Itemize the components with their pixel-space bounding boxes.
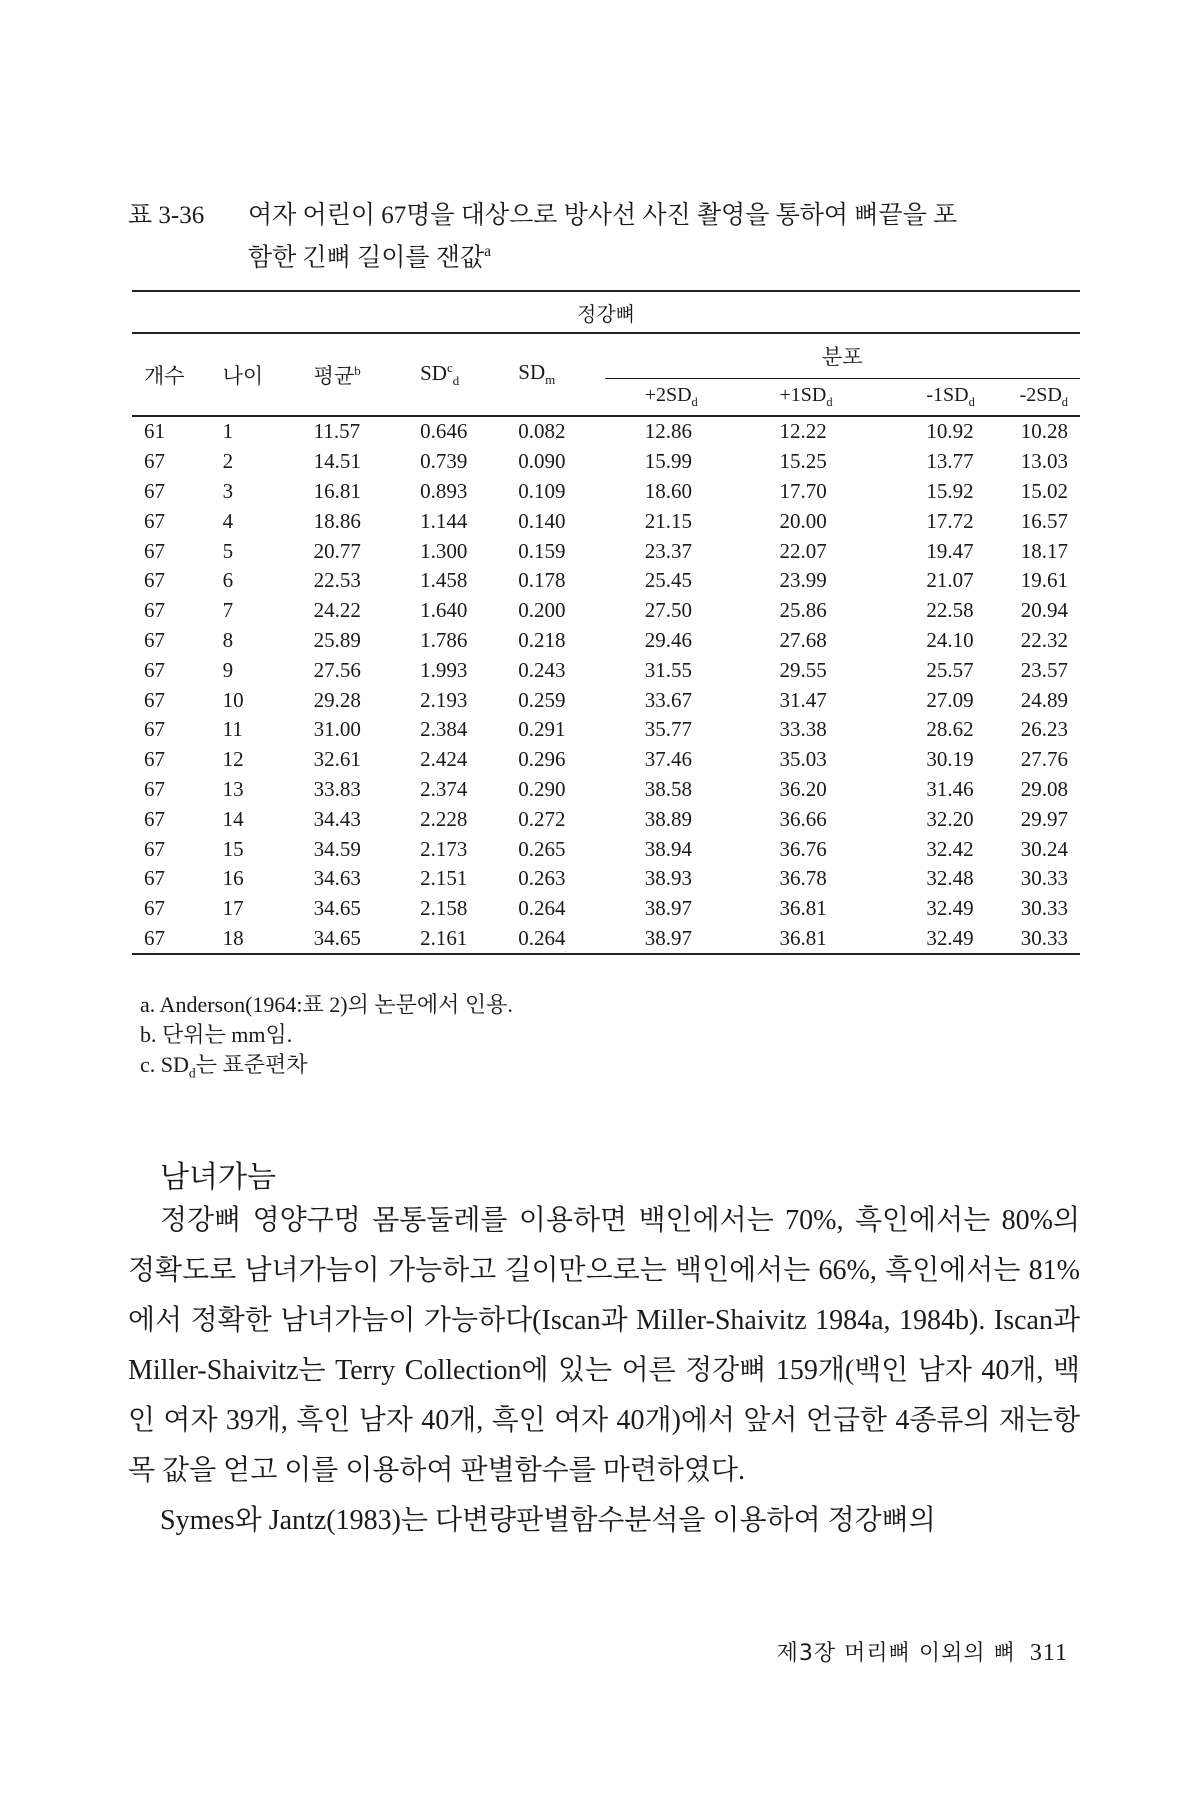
cell-minus2sd: 26.23 <box>1020 717 1068 742</box>
cell-minus1sd: 22.58 <box>926 598 974 623</box>
cell-minus2sd: 30.33 <box>1020 924 1080 955</box>
table-row <box>132 685 1080 715</box>
table-caption <box>128 198 1078 276</box>
cell-minus2sd: 20.94 <box>1020 598 1068 623</box>
cell-age: 13 <box>222 776 244 801</box>
cell-plus2sd: 23.37 <box>644 538 692 563</box>
cell-sdd: 2.424 <box>420 747 468 772</box>
cell-plus2sd: 37.46 <box>644 747 692 772</box>
cell-plus2sd: 21.15 <box>644 508 692 533</box>
cell-count: 67 <box>144 896 165 921</box>
cell-age: 5 <box>222 538 234 563</box>
cell-minus2sd: 13.03 <box>1020 449 1068 474</box>
cell-sdm: 0.259 <box>518 687 566 712</box>
table-row <box>132 626 1080 656</box>
cell-minus1sd: 32.49 <box>926 896 974 921</box>
body-text <box>128 1196 1080 1546</box>
cell-sdm: 0.178 <box>518 568 566 593</box>
cell-mean: 25.89 <box>313 627 361 652</box>
cell-mean: 27.56 <box>313 657 361 682</box>
cell-plus2sd: 12.86 <box>644 419 692 444</box>
cell-age: 16 <box>222 866 244 891</box>
cell-sdm: 0.090 <box>518 449 566 474</box>
cell-count: 67 <box>144 717 165 742</box>
page-number: 311 <box>1029 1640 1068 1666</box>
paragraph-1: 정강뼈 영양구멍 몸통둘레를 이용하면 백인에서는 70%, 흑인에서는 80%의 정확도로 남녀가늠이 가능하고 길이만으로는 백인에서는 66%, 흑인에서는 81%에서 정확한 남녀가늠이 가능하다(Iscan과 Miller-Shaivitz 1984a, 1984b). Iscan과 Miller-Shaivitz는 Terry Collection에 있는 어른 정강뼈 159개(백인 남자 40개, 백인 여자 39개, 흑인 남자 40개, 흑인 여자 40개)에서 앞서 언급한 4종류의 재는항목 값을 얻고 이를 이용하여 판별함수를 마련하였다. <box>128 1205 1080 1486</box>
table-row <box>132 775 1080 805</box>
cell-age: 6 <box>222 568 234 593</box>
cell-sdd: 2.193 <box>420 687 468 712</box>
table-row <box>132 924 1080 955</box>
cell-minus1sd: 25.57 <box>926 657 974 682</box>
cell-count: 67 <box>144 657 165 682</box>
cell-sdm: 0.290 <box>518 776 566 801</box>
cell-plus2sd: 27.50 <box>644 598 692 623</box>
table-header-row <box>132 333 1080 379</box>
table-label: 표 3-36 <box>128 202 205 229</box>
cell-sdm: 0.243 <box>518 657 566 682</box>
cell-plus1sd: 36.76 <box>779 836 827 861</box>
table-row <box>132 536 1080 566</box>
cell-count: 67 <box>144 478 165 503</box>
cell-minus1sd: 31.46 <box>926 776 974 801</box>
cell-mean: 16.81 <box>313 478 361 503</box>
cell-count: 67 <box>144 568 165 593</box>
cell-sdm: 0.200 <box>518 598 566 623</box>
cell-mean: 22.53 <box>313 568 361 593</box>
cell-age: 18 <box>191 924 282 955</box>
caption-line-1: 여자 어린이 67명을 대상으로 방사선 사진 촬영을 통하여 뼈끝을 포 <box>248 202 958 229</box>
cell-sdd: 2.151 <box>420 866 468 891</box>
caption-line-2: 함한 긴뼈 길이를 잰값 <box>248 244 485 272</box>
cell-count: 67 <box>144 598 165 623</box>
cell-mean: 24.22 <box>313 598 361 623</box>
cell-minus1sd: 28.62 <box>926 717 974 742</box>
cell-sdm: 0.263 <box>518 866 566 891</box>
data-table-container <box>132 290 1080 955</box>
cell-minus2sd: 29.08 <box>1020 776 1068 801</box>
cell-plus1sd: 15.25 <box>779 449 827 474</box>
cell-mean: 20.77 <box>313 538 361 563</box>
col-header-mean: 평균$^b$ <box>282 333 400 416</box>
cell-minus2sd: 24.89 <box>1020 687 1068 712</box>
cell-age: 2 <box>222 449 234 474</box>
cell-minus2sd: 22.32 <box>1020 627 1068 652</box>
col-header-count: 개수 <box>132 333 191 416</box>
cell-plus2sd: 33.67 <box>644 687 692 712</box>
table-row <box>132 566 1080 596</box>
cell-count: 61 <box>144 419 165 444</box>
cell-count: 67 <box>144 449 165 474</box>
cell-plus1sd: 35.03 <box>779 747 827 772</box>
cell-plus2sd: 38.94 <box>644 836 692 861</box>
cell-sdd: 1.458 <box>420 568 468 593</box>
cell-sdm: 0.291 <box>518 717 566 742</box>
cell-count: 67 <box>144 538 165 563</box>
cell-plus2sd: 38.97 <box>644 896 692 921</box>
cell-plus1sd: 36.78 <box>779 866 827 891</box>
cell-minus2sd: 23.57 <box>1020 657 1068 682</box>
cell-sdd: 0.646 <box>420 419 468 444</box>
cell-minus1sd: 32.20 <box>926 806 974 831</box>
cell-count: 67 <box>144 508 165 533</box>
cell-plus2sd: 38.97 <box>605 924 740 955</box>
cell-minus1sd: 27.09 <box>926 687 974 712</box>
table-row <box>132 804 1080 834</box>
cell-sdm: 0.264 <box>518 896 566 921</box>
col-header-sdm: $SD_m$ <box>500 333 604 416</box>
col-header-plus1sd: $+1SD_d$ <box>779 384 833 409</box>
cell-minus1sd: 30.19 <box>926 747 974 772</box>
section-title: 남녀가늠 <box>160 1160 276 1195</box>
cell-sdm: 0.218 <box>518 627 566 652</box>
cell-count: 67 <box>144 747 165 772</box>
table-row <box>132 506 1080 536</box>
cell-count: 67 <box>144 627 165 652</box>
cell-count: 67 <box>144 776 165 801</box>
cell-age: 11 <box>222 717 243 742</box>
cell-age: 15 <box>222 836 244 861</box>
table-row <box>132 834 1080 864</box>
cell-plus2sd: 15.99 <box>644 449 692 474</box>
cell-plus1sd: 27.68 <box>779 627 827 652</box>
cell-age: 10 <box>222 687 244 712</box>
cell-plus1sd: 36.81 <box>779 896 827 921</box>
table-row <box>132 596 1080 626</box>
col-header-sdd: $SD^c_d$ <box>400 333 500 416</box>
cell-sdm: 0.272 <box>518 806 566 831</box>
col-header-minus1sd: $-1SD_d$ <box>926 384 975 409</box>
cell-age: 1 <box>222 419 234 444</box>
table-group-header-row <box>132 291 1080 333</box>
cell-minus1sd: 17.72 <box>926 508 974 533</box>
cell-mean: 34.59 <box>313 836 361 861</box>
cell-plus1sd: 12.22 <box>779 419 827 444</box>
caption-footnote-mark: a <box>484 243 491 260</box>
cell-plus1sd: 20.00 <box>779 508 827 533</box>
footnote-a: a. Anderson(1964:표 2)의 논문에서 인용. <box>140 992 513 1017</box>
cell-sdd: 1.300 <box>420 538 468 563</box>
cell-sdm: 0.140 <box>518 508 566 533</box>
cell-minus1sd: 19.47 <box>926 538 974 563</box>
cell-sdd: 0.739 <box>420 449 468 474</box>
table-row <box>132 745 1080 775</box>
cell-sdd: 1.144 <box>420 508 468 533</box>
cell-minus2sd: 19.61 <box>1020 568 1068 593</box>
table-row <box>132 447 1080 477</box>
cell-sdd: 2.158 <box>420 896 468 921</box>
cell-age: 12 <box>222 747 244 772</box>
cell-mean: 11.57 <box>313 419 361 444</box>
cell-plus1sd: 22.07 <box>779 538 827 563</box>
table-footnotes <box>140 990 1040 1088</box>
cell-minus2sd: 16.57 <box>1020 508 1068 533</box>
footer-chapter: 제3장 머리뼈 이외의 뼈 <box>776 1641 1016 1666</box>
cell-plus1sd: 17.70 <box>779 478 827 503</box>
cell-sdd: 2.173 <box>420 836 468 861</box>
cell-minus1sd: 10.92 <box>926 419 974 444</box>
cell-plus1sd: 36.81 <box>740 924 875 955</box>
cell-plus2sd: 29.46 <box>644 627 692 652</box>
cell-minus1sd: 15.92 <box>926 478 974 503</box>
cell-sdd: 2.161 <box>400 924 500 955</box>
cell-count: 67 <box>144 806 165 831</box>
cell-sdm: 0.264 <box>500 924 604 955</box>
cell-age: 14 <box>222 806 244 831</box>
cell-sdd: 2.228 <box>420 806 468 831</box>
cell-plus2sd: 18.60 <box>644 478 692 503</box>
cell-age: 17 <box>222 896 244 921</box>
cell-count: 67 <box>144 687 165 712</box>
cell-mean: 29.28 <box>313 687 361 712</box>
cell-sdm: 0.159 <box>518 538 566 563</box>
cell-plus2sd: 38.93 <box>644 866 692 891</box>
cell-mean: 32.61 <box>313 747 361 772</box>
cell-plus1sd: 36.66 <box>779 806 827 831</box>
cell-age: 9 <box>222 657 234 682</box>
cell-plus2sd: 38.58 <box>644 776 692 801</box>
table-row <box>132 864 1080 894</box>
cell-minus1sd: 24.10 <box>926 627 974 652</box>
cell-minus1sd: 21.07 <box>926 568 974 593</box>
cell-minus1sd: 32.49 <box>874 924 1019 955</box>
cell-age: 8 <box>222 627 234 652</box>
table-row <box>132 416 1080 447</box>
cell-mean: 33.83 <box>313 776 361 801</box>
cell-plus2sd: 38.89 <box>644 806 692 831</box>
paragraph-2: Symes와 Jantz(1983)는 다변량판별함수분석을 이용하여 정강뼈의 <box>160 1505 936 1536</box>
cell-sdm: 0.265 <box>518 836 566 861</box>
cell-sdd: 1.786 <box>420 627 468 652</box>
cell-minus2sd: 10.28 <box>1020 419 1068 444</box>
table-row <box>132 894 1080 924</box>
cell-sdd: 2.384 <box>420 717 468 742</box>
page-footer <box>777 1636 1068 1667</box>
cell-minus2sd: 29.97 <box>1020 806 1068 831</box>
footnote-c: c. $SD_d$는 표준편차 <box>140 1052 308 1081</box>
cell-minus2sd: 30.33 <box>1020 866 1068 891</box>
table-body <box>132 416 1080 954</box>
cell-sdd: 2.374 <box>420 776 468 801</box>
cell-minus2sd: 30.33 <box>1020 896 1068 921</box>
cell-age: 4 <box>222 508 234 533</box>
cell-mean: 31.00 <box>313 717 361 742</box>
col-header-distribution: 분포 <box>605 333 1080 379</box>
cell-sdd: 1.640 <box>420 598 468 623</box>
cell-sdm: 0.082 <box>518 419 566 444</box>
cell-plus1sd: 29.55 <box>779 657 827 682</box>
cell-sdd: 0.893 <box>420 478 468 503</box>
table-row <box>132 655 1080 685</box>
cell-minus2sd: 18.17 <box>1020 538 1068 563</box>
footnote-b: b. 단위는 mm임. <box>140 1022 293 1047</box>
cell-plus2sd: 25.45 <box>644 568 692 593</box>
tibia-length-table <box>132 290 1080 955</box>
cell-plus1sd: 25.86 <box>779 598 827 623</box>
col-header-plus2sd: $+2SD_d$ <box>644 384 698 409</box>
cell-plus1sd: 23.99 <box>779 568 827 593</box>
cell-plus1sd: 36.20 <box>779 776 827 801</box>
cell-minus1sd: 32.48 <box>926 866 974 891</box>
cell-age: 3 <box>222 478 234 503</box>
cell-mean: 34.63 <box>313 866 361 891</box>
cell-mean: 34.65 <box>282 924 400 955</box>
cell-mean: 18.86 <box>313 508 361 533</box>
cell-mean: 34.43 <box>313 806 361 831</box>
cell-plus2sd: 35.77 <box>644 717 692 742</box>
cell-minus1sd: 13.77 <box>926 449 974 474</box>
cell-plus1sd: 33.38 <box>779 717 827 742</box>
cell-minus2sd: 27.76 <box>1020 747 1068 772</box>
col-header-minus2sd: $-2SD_d$ <box>1019 384 1068 409</box>
cell-mean: 14.51 <box>313 449 361 474</box>
table-row <box>132 715 1080 745</box>
col-header-age: 나이 <box>191 333 282 416</box>
cell-age: 7 <box>222 598 234 623</box>
cell-sdd: 1.993 <box>420 657 468 682</box>
cell-minus2sd: 30.24 <box>1020 836 1068 861</box>
cell-minus2sd: 15.02 <box>1020 478 1068 503</box>
cell-count: 67 <box>144 866 165 891</box>
cell-plus1sd: 31.47 <box>779 687 827 712</box>
cell-mean: 34.65 <box>313 896 361 921</box>
cell-plus2sd: 31.55 <box>644 657 692 682</box>
cell-sdm: 0.296 <box>518 747 566 772</box>
cell-minus1sd: 32.42 <box>926 836 974 861</box>
cell-count: 67 <box>144 836 165 861</box>
group-header-tibia: 정강뼈 <box>132 291 1080 333</box>
table-row <box>132 477 1080 507</box>
cell-count: 67 <box>132 924 191 955</box>
cell-sdm: 0.109 <box>518 478 566 503</box>
